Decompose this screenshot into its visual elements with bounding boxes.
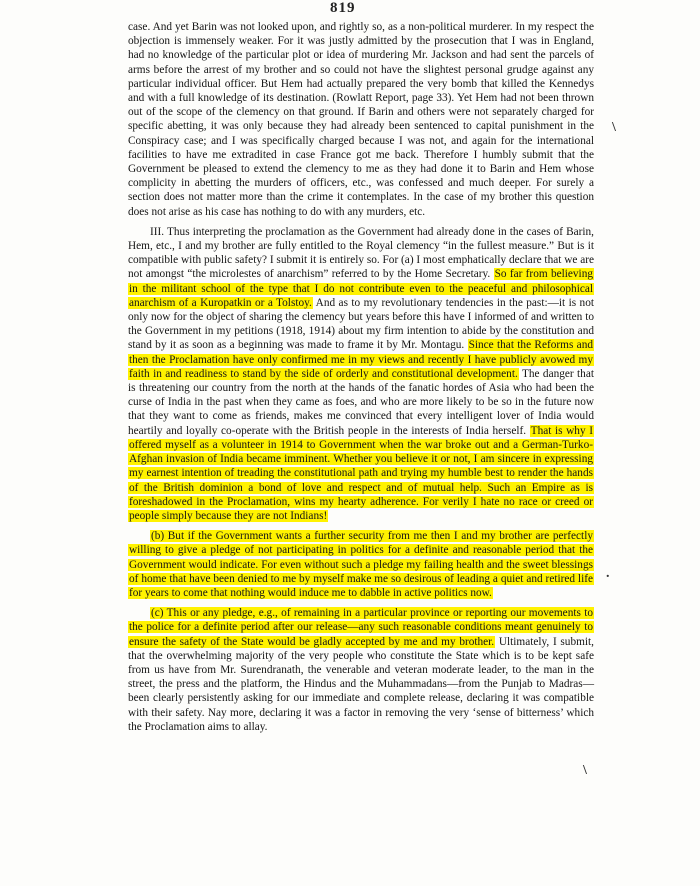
- text-segment: Ultimately, I submit, that the overwhelming majority of the very people who constitute the State which is to be kept safe from us have from Mr. Surendranath, the venerable and veteran moderate leader, to the man in the street, the press and the platform, the Hindus and the Muhammadans—from the Punjab to Madras—been clearly persistently asking for our immediate and complete release, declaring it was compatible with their safety. Nay more, declaring it was a factor in removing the very ‘sense of bitterness’ which the Proclamation aims to allay.: [128, 635, 594, 733]
- highlighted-text: (b) But if the Government wants a further security from me then I and my brother are perfectly willing to give a pledge of not participating in politics for a definite and reasonable period that the Government would indicate. For even without such a pledge my failing health and the sweet blessings of home that have been denied to me by myself make me so desirous of leading a quiet and retired life for years to come that nothing would induce me to dabble in active politics now.: [129, 530, 593, 599]
- text-segment: The danger that is threatening our country from the north at the hands of the fanatic hordes of Asia who had been the curse of India in the past when they came as foes, and who are more likely to be so in the future now that they want to come as friends, makes me convinced that every intelligent lover of India would heartily and loyally co-operate with the British people in the interests of India herself.: [128, 367, 594, 437]
- margin-dot-mark: .: [606, 566, 610, 581]
- highlighted-text: So far from believing in the militant school of the type that I do not contribute even to the peaceful and philosophical anarchism of a Kuropatkin or a Tolstoy.: [129, 268, 593, 309]
- text-segment: case. And yet Barin was not looked upon, and rightly so, as a non-political murderer. In my respect the objection is immensely weaker. For it was justly admitted by the prosecution that I was in England, had no knowledge of the particular plot or idea of murdering Mr. Jackson and had sent the parcels of arms before the arrest of my brother and so could not have the slightest personal grudge against any particular individual officer. But Hem had actually prepared the very bomb that killed the Kennedys and with a full knowledge of its destination. (Rowlatt Report, page 33). Yet Hem had not been thrown out of the scope of the clemency on that ground. If Barin and others were not separately charged for specific abetting, it was only because they had already been sentenced to capital punishment in the Conspiracy case; and I was specifically charged because I was not, and again for the international facilities to have me extradited in case France got me back. Therefore I humbly submit that the Government be pleased to extend the clemency to me as they had done it to Barin and Hem whose complicity in abetting the murders of officers, etc., was confessed and much deeper. For surely a section does not matter more than the crime it contemplates. In the case of my brother this question does not arise as his case has nothing to do with any murders, etc.: [128, 21, 594, 218]
- highlighted-text: That is why I offered myself as a volunteer in 1914 to Government when the war broke out and a German-Turko-Afghan invasion of India became imminent. Whether you believe it or not, I am sincere in expressing my earnest intention of treading the constitutional path and trying my humble best to render the hands of the British dominion a bond of love and respect and of mutual help. Such an Empire as is foreshadowed in the Proclamation, wins my hearty adherence. For verily I hate no race or creed or people simply because they are not Indians!: [129, 424, 593, 522]
- text-segment: And as to my revolutionary tendencies in the past:—it is not only now for the object of sharing the clemency but years before this have I informed of and written to the Government in my petitions (1918, 1914) about my firm intention to abide by the constitution and stand by it as soon as a beginning was made to frame it by Mr. Montagu.: [128, 296, 594, 352]
- page-number: 819: [330, 0, 356, 16]
- paragraph-case-barin: [128, 20, 594, 219]
- paragraph-iii-interpretation: [128, 225, 594, 523]
- document-body: [128, 20, 594, 734]
- highlighted-text: (c) This or any pledge, e.g., of remaining in a particular province or reporting our movements to the police for a definite period after our release—any such reasonable conditions meant genuinely to ensure the safety of the State would be gladly accepted by me and my brother.: [129, 607, 593, 648]
- highlighted-text: Since that the Reforms and then the Proclamation have only confirmed me in my views and recently I have publicly avowed my faith in and readiness to stand by the side of orderly and constitutional development.: [129, 339, 593, 380]
- paragraph-b-pledge: [128, 529, 594, 600]
- text-segment: III. Thus interpreting the proclamation as the Government had already done in the cases of Barin, Hem, etc., I and my brother are fully entitled to the Royal clemency “in the fullest measure.” But is it compatible with public safety? I submit it is entirely so. For (a) I most emphatically declare that we are not amongst “the microlestes of anarchism” referred to by the Home Secretary.: [128, 225, 594, 281]
- paragraph-c-conditions: [128, 606, 594, 734]
- margin-tick-mark: \: [612, 120, 616, 135]
- margin-tick-mark-2: \: [583, 763, 587, 778]
